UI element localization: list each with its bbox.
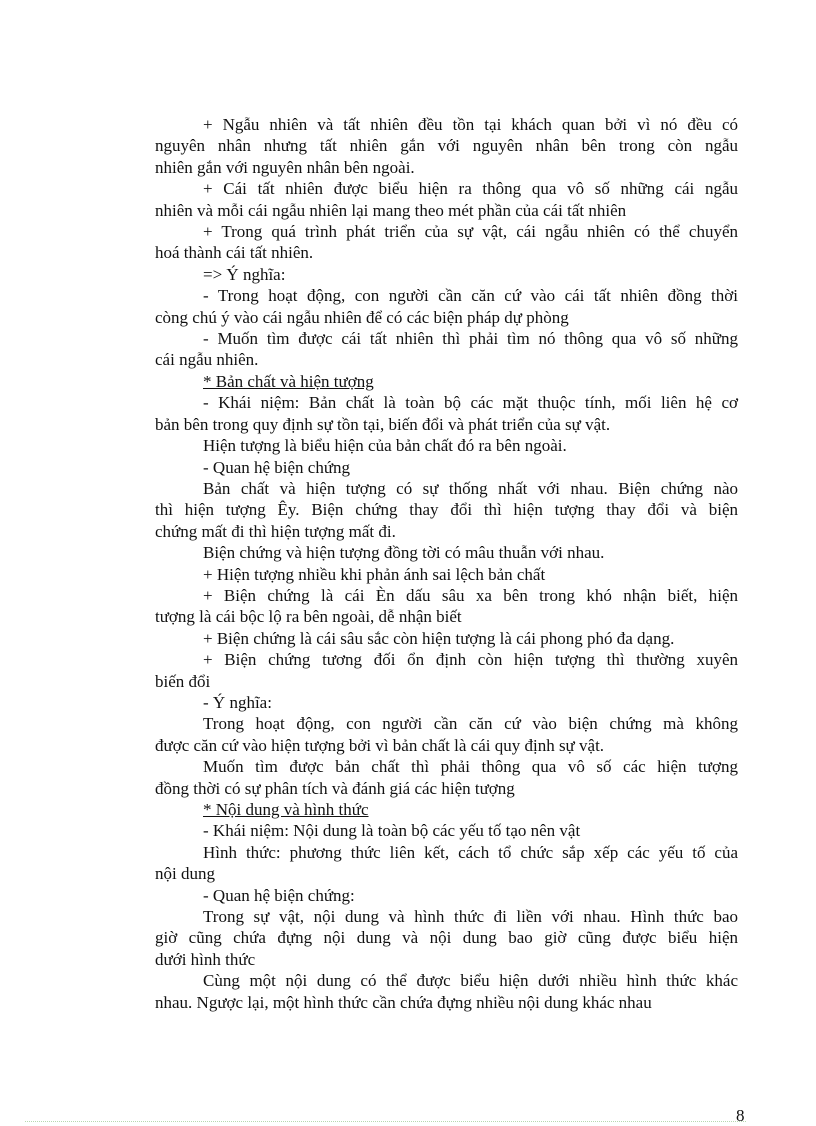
text-line: Biện chứng và hiện tượng đồng tời có mâu thuẫn với nhau. [203,543,605,563]
text-line: => Ý nghĩa: [203,264,286,284]
paragraph [155,649,738,692]
text-line: đồng thời có sự phân tích và đánh giá các hiện tượng [155,778,515,798]
text-line: Trong sự vật, nội dung và hình thức đi liền với nhau. Hình thức bao [203,907,738,927]
paragraph [155,285,738,328]
paragraph [155,820,738,841]
text-line: * Nội dung và hình thức [203,800,369,819]
text-line: - Quan hệ biện chứng [203,457,351,477]
text-line: nhau. Ngược lại, một hình thức cần chứa đựng nhiều nội dung khác nhau [155,992,652,1012]
text-line: thì hiện tượng Êy. Biện chứng thay đổi thì hiện tượng thay đổi và biện [155,500,738,520]
paragraph [155,585,738,628]
text-line: * Bản chất và hiện tượng [203,371,374,391]
text-line: - Khái niệm: Bản chất là toàn bộ các mặt thuộc tính, mối liên hệ cơ [203,393,738,413]
text-line: Trong hoạt động, con người cần căn cứ vào biện chứng mà không [203,714,738,734]
text-line: biến đổi [155,671,211,691]
text-line: + Cái tất nhiên được biểu hiện ra thông qua vô số những cái ngẫu [203,179,738,199]
paragraph [155,392,738,435]
text-line: giờ cũng chứa đựng nội dung và nội dung bao giờ cũng được biểu hiện [155,928,738,948]
paragraph [155,457,738,478]
text-line: + Biện chứng là cái Èn dấu sâu xa bên trong khó nhận biết, hiện [203,585,738,605]
paragraph [155,692,738,713]
text-line: Cùng một nội dung có thể được biểu hiện dưới nhiều hình thức khác [203,971,738,991]
text-line: + Ngẫu nhiên và tất nhiên đều tồn tại khách quan bởi vì nó đều có [203,115,738,134]
paragraph [155,885,738,906]
section-heading [155,371,738,392]
paragraph [155,970,738,1013]
text-line: - Khái niệm: Nội dung là toàn bộ các yếu tố tạo nên vật [203,821,581,841]
text-line: tượng là cái bộc lộ ra bên ngoài, dễ nhận biết [155,607,462,627]
section-heading [155,799,738,820]
text-line: cái ngẫu nhiên. [155,350,259,370]
text-line: dưới hình thức [155,949,256,969]
paragraph [155,114,738,178]
text-line: nhiên gắn với nguyên nhân bên ngoài. [155,157,415,177]
footer-divider [25,1121,746,1122]
text-line: nhiên và mỗi cái ngẫu nhiên lại mang theo mét phần của cái tất nhiên [155,200,627,220]
text-line: + Biện chứng là cái sâu sắc còn hiện tượng là cái phong phó đa dạng. [203,628,675,648]
text-line: + Biện chứng tương đối ổn định còn hiện tượng thì thường xuyên [203,650,738,670]
paragraph [155,328,738,371]
text-line: nội dung [155,864,215,884]
text-line: + Hiện tượng nhiều khi phản ánh sai lệch bản chất [203,564,546,584]
text-line: - Trong hoạt động, con người cần căn cứ vào cái tất nhiên đồng thời [203,286,738,306]
paragraph [155,435,738,456]
text-line: + Trong quá trình phát triển của sự vật, cái ngẫu nhiên có thể chuyển [203,222,738,242]
paragraph [155,542,738,563]
text-line: - Muốn tìm được cái tất nhiên thì phải tìm nó thông qua vô số những [203,329,738,349]
paragraph [155,906,738,970]
paragraph [155,842,738,885]
text-line: còng chú ý vào cái ngẫu nhiên để có các biện pháp dự phòng [155,307,569,327]
text-line: nguyên nhân nhưng tất nhiên gắn với nguyên nhân bên trong còn ngẫu [155,136,738,156]
text-line: - Ý nghĩa: [203,692,272,712]
text-line: - Quan hệ biện chứng: [203,885,355,905]
paragraph [155,178,738,221]
paragraph [155,478,738,542]
paragraph [155,628,738,649]
paragraph [155,756,738,799]
text-line: Hình thức: phương thức liên kết, cách tổ chức sắp xếp các yếu tố của [203,842,738,862]
text-line: hoá thành cái tất nhiên. [155,243,314,263]
paragraph [155,264,738,285]
page-number: 8 [736,1106,745,1125]
paragraph [155,221,738,264]
text-line: Hiện tượng là biểu hiện của bản chất đó ra bên ngoài. [203,436,567,456]
text-line: Muốn tìm được bản chất thì phải thông qua vô số các hiện tượng [203,757,738,777]
text-line: chứng mất đi thì hiện tượng mất đi. [155,521,396,541]
text-line: được căn cứ vào hiện tượng bởi vì bản chất là cái quy định sự vật. [155,735,605,755]
text-line: Bản chất và hiện tượng có sự thống nhất với nhau. Biện chứng nào [203,478,738,498]
text-line: bản bên trong quy định sự tồn tại, biến đổi và phát triển của sự vật. [155,414,611,434]
document-body [155,114,738,1013]
paragraph [155,564,738,585]
paragraph [155,713,738,756]
